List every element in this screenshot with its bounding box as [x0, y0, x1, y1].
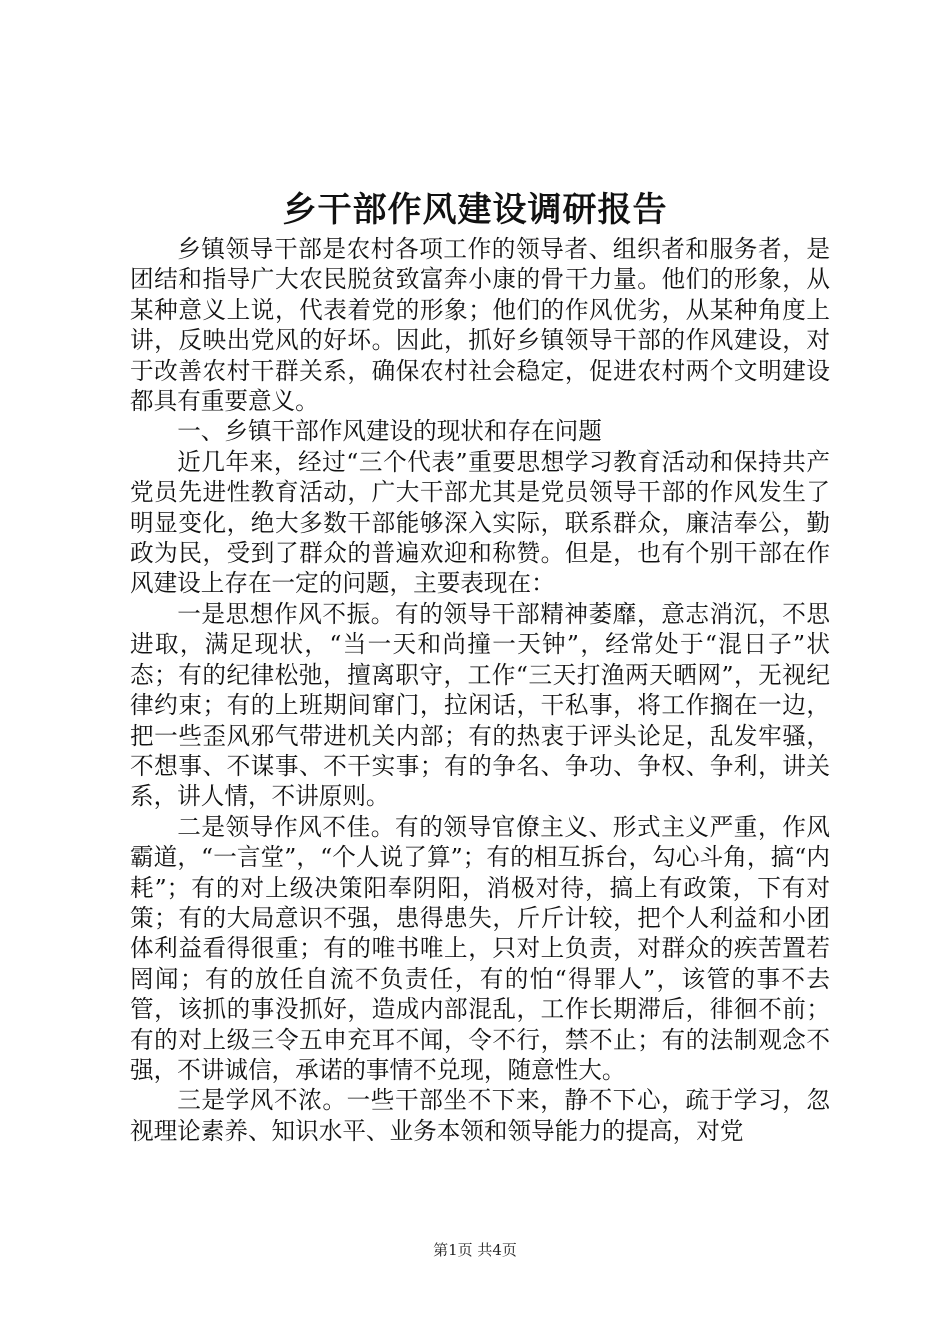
paragraph-current-situation: 近几年来，经过“三个代表”重要思想学习教育活动和保持共产党员先进性教育活动，广大干部尤其是党员领导干部的作风发生了明显变化，绝大多数干部能够深入实际，联系群众，廉洁奉公，勤政为民，受到了群众的普遍欢迎和称赞。但是，也有个别干部在作风建设上存在一定的问题，主要表现在： [130, 447, 830, 598]
paragraph-intro: 乡镇领导干部是农村各项工作的领导者、组织者和服务者，是团结和指导广大农民脱贫致富奔小康的骨干力量。他们的形象，从某种意义上说，代表着党的形象；他们的作风优劣，从某种角度上讲，反映出党风的好坏。因此，抓好乡镇领导干部的作风建设，对于改善农村干群关系，确保农村社会稳定，促进农村两个文明建设都具有重要意义。 [130, 235, 830, 416]
paragraph-study-style: 三是学风不浓。一些干部坐不下来，静不下心，疏于学习，忽视理论素养、知识水平、业务本领和领导能力的提高，对党 [130, 1086, 830, 1145]
paragraph-thinking-style: 一是思想作风不振。有的领导干部精神萎靡，意志消沉，不思进取，满足现状，“当一天和尚撞一天钟”，经常处于“混日子”状态；有的纪律松弛，擅离职守，工作“三天打渔两天晒网”，无视纪律约束；有的上班期间窜门，拉闲话，干私事，将工作搁在一边，把一些歪风邪气带进机关内部；有的热衷于评头论足，乱发牢骚，不想事、不谋事、不干实事；有的争名、争功、争权、争利，讲关系，讲人情，不讲原则。 [130, 599, 830, 811]
document-body [130, 234, 830, 1146]
page-footer: 第1页 共4页 [433, 1241, 517, 1259]
section-heading-1: 一、乡镇干部作风建设的现状和存在问题 [177, 417, 602, 446]
document-title: 乡干部作风建设调研报告 [282, 190, 668, 230]
paragraph-leadership-style: 二是领导作风不佳。有的领导官僚主义、形式主义严重，作风霸道，“一言堂”，“个人说了算”；有的相互拆台，勾心斗角，搞“内耗”；有的对上级决策阳奉阴阳，消极对待，搞上有政策，下有对策；有的大局意识不强，患得患失，斤斤计较，把个人利益和小团体利益看得很重；有的唯书唯上，只对上负责，对群众的疾苦置若罔闻；有的放任自流不负责任，有的怕“得罪人”，该管的事不去管，该抓的事没抓好，造成内部混乱，工作长期滞后，徘徊不前；有的对上级三令五申充耳不闻，令不行，禁不止；有的法制观念不强，不讲诚信，承诺的事情不兑现，随意性大。 [130, 812, 830, 1084]
